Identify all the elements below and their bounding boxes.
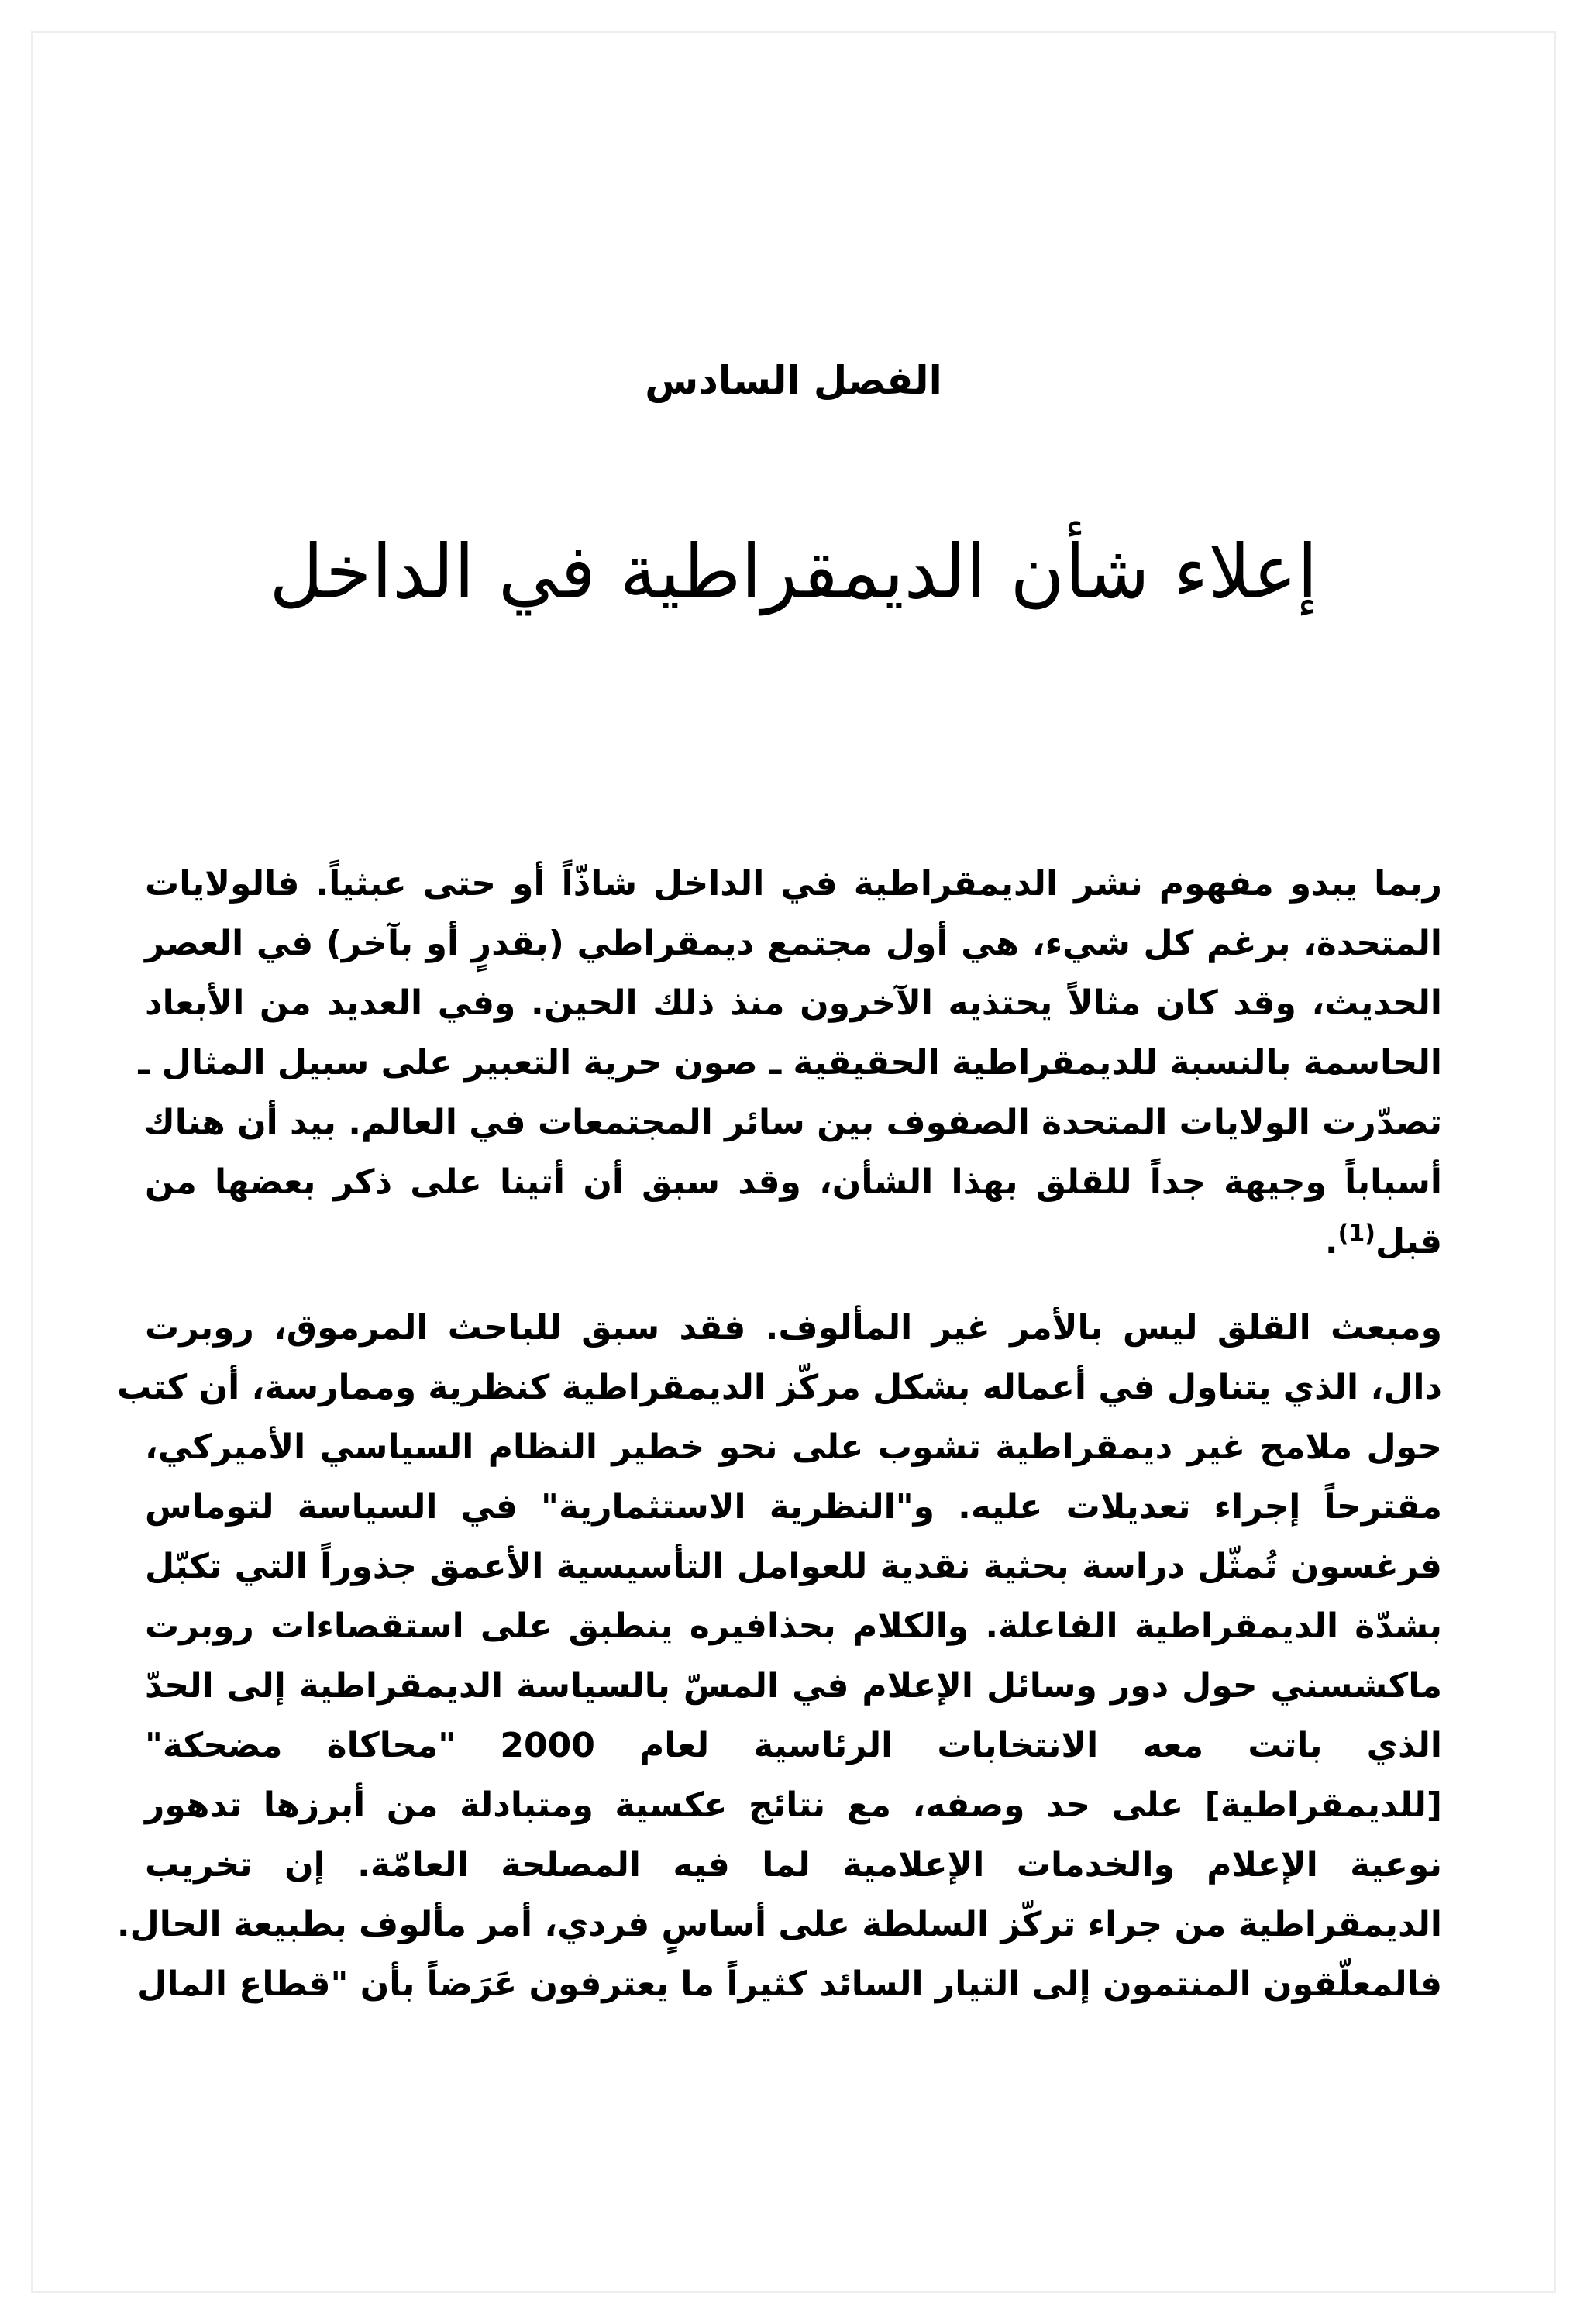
chapter-label: الفصل السادس bbox=[645, 358, 942, 403]
text-line: فالمعلّقون المنتمون إلى التيار السائد كثيراً ما يعترفون عَرَضاً بأن "قطاع المال bbox=[137, 1964, 1442, 2004]
text-line: الذي باتت معه الانتخابات الرئاسية لعام 2000 "محاكاة مضحكة" bbox=[145, 1726, 1442, 1765]
body-text bbox=[116, 854, 1442, 2040]
text-line: المتحدة، برغم كل شيء، هي أول مجتمع ديمقراطي (بقدرٍ أو بآخر) في العصر bbox=[145, 924, 1442, 963]
text-line-last bbox=[145, 1212, 1442, 1272]
footnote-reference: (1) bbox=[1337, 1220, 1375, 1248]
text-line: ربما يبدو مفهوم نشر الديمقراطية في الداخل شاذّاً أو حتى عبثياً. فالولايات bbox=[145, 864, 1442, 904]
text-line: نوعية الإعلام والخدمات الإعلامية لما فيه المصلحة العامّة. إن تخريب bbox=[145, 1845, 1442, 1885]
text-line: حول ملامح غير ديمقراطية تشوب على نحو خطير النظام السياسي الأميركي، bbox=[145, 1427, 1442, 1467]
text-line: الحديث، وقد كان مثالاً يحتذيه الآخرون منذ ذلك الحين. وفي العديد من الأبعاد bbox=[145, 983, 1442, 1023]
text-line: ماكشسني حول دور وسائل الإعلام في المسّ بالسياسة الديمقراطية إلى الحدّ bbox=[145, 1666, 1442, 1706]
text-line: مقترحاً إجراء تعديلات عليه. و"النظرية الاستثمارية" في السياسة لتوماس bbox=[145, 1487, 1442, 1527]
text-line: الديمقراطية من جراء تركّز السلطة على أساسٍ فردي، أمر مألوف بطبيعة الحال. bbox=[116, 1905, 1442, 1944]
sentence-end: . bbox=[1324, 1222, 1338, 1262]
text-line: أسباباً وجيهة جداً للقلق بهذا الشأن، وقد سبق أن أتينا على ذكر بعضها من bbox=[145, 1162, 1442, 1202]
last-word: قبل bbox=[1375, 1222, 1442, 1262]
text-line: بشدّة الديمقراطية الفاعلة. والكلام بحذافيره ينطبق على استقصاءات روبرت bbox=[145, 1606, 1442, 1646]
paragraph-1 bbox=[138, 854, 1442, 1272]
paragraph-2 bbox=[116, 1298, 1442, 2014]
chapter-title: إعلاء شأن الديمقراطية في الداخل bbox=[269, 528, 1318, 615]
text-line: الحاسمة بالنسبة للديمقراطية الحقيقية ـ صون حرية التعبير على سبيل المثال ـ bbox=[138, 1043, 1442, 1083]
text-line: [للديمقراطية] على حد وصفه، مع نتائج عكسية ومتبادلة من أبرزها تدهور bbox=[145, 1785, 1442, 1825]
text-line: دال، الذي يتناول في أعماله بشكل مركّز الديمقراطية كنظرية وممارسة، أن كتب bbox=[117, 1368, 1442, 1407]
book-page bbox=[31, 31, 1556, 2293]
text-line: ومبعث القلق ليس بالأمر غير المألوف. فقد سبق للباحث المرموق، روبرت bbox=[145, 1308, 1442, 1348]
text-line: تصدّرت الولايات المتحدة الصفوف بين سائر المجتمعات في العالم. بيد أن هناك bbox=[143, 1103, 1442, 1142]
text-line: فرغسون تُمثّل دراسة بحثية نقدية للعوامل التأسيسية الأعمق جذوراً التي تكبّل bbox=[145, 1547, 1442, 1586]
